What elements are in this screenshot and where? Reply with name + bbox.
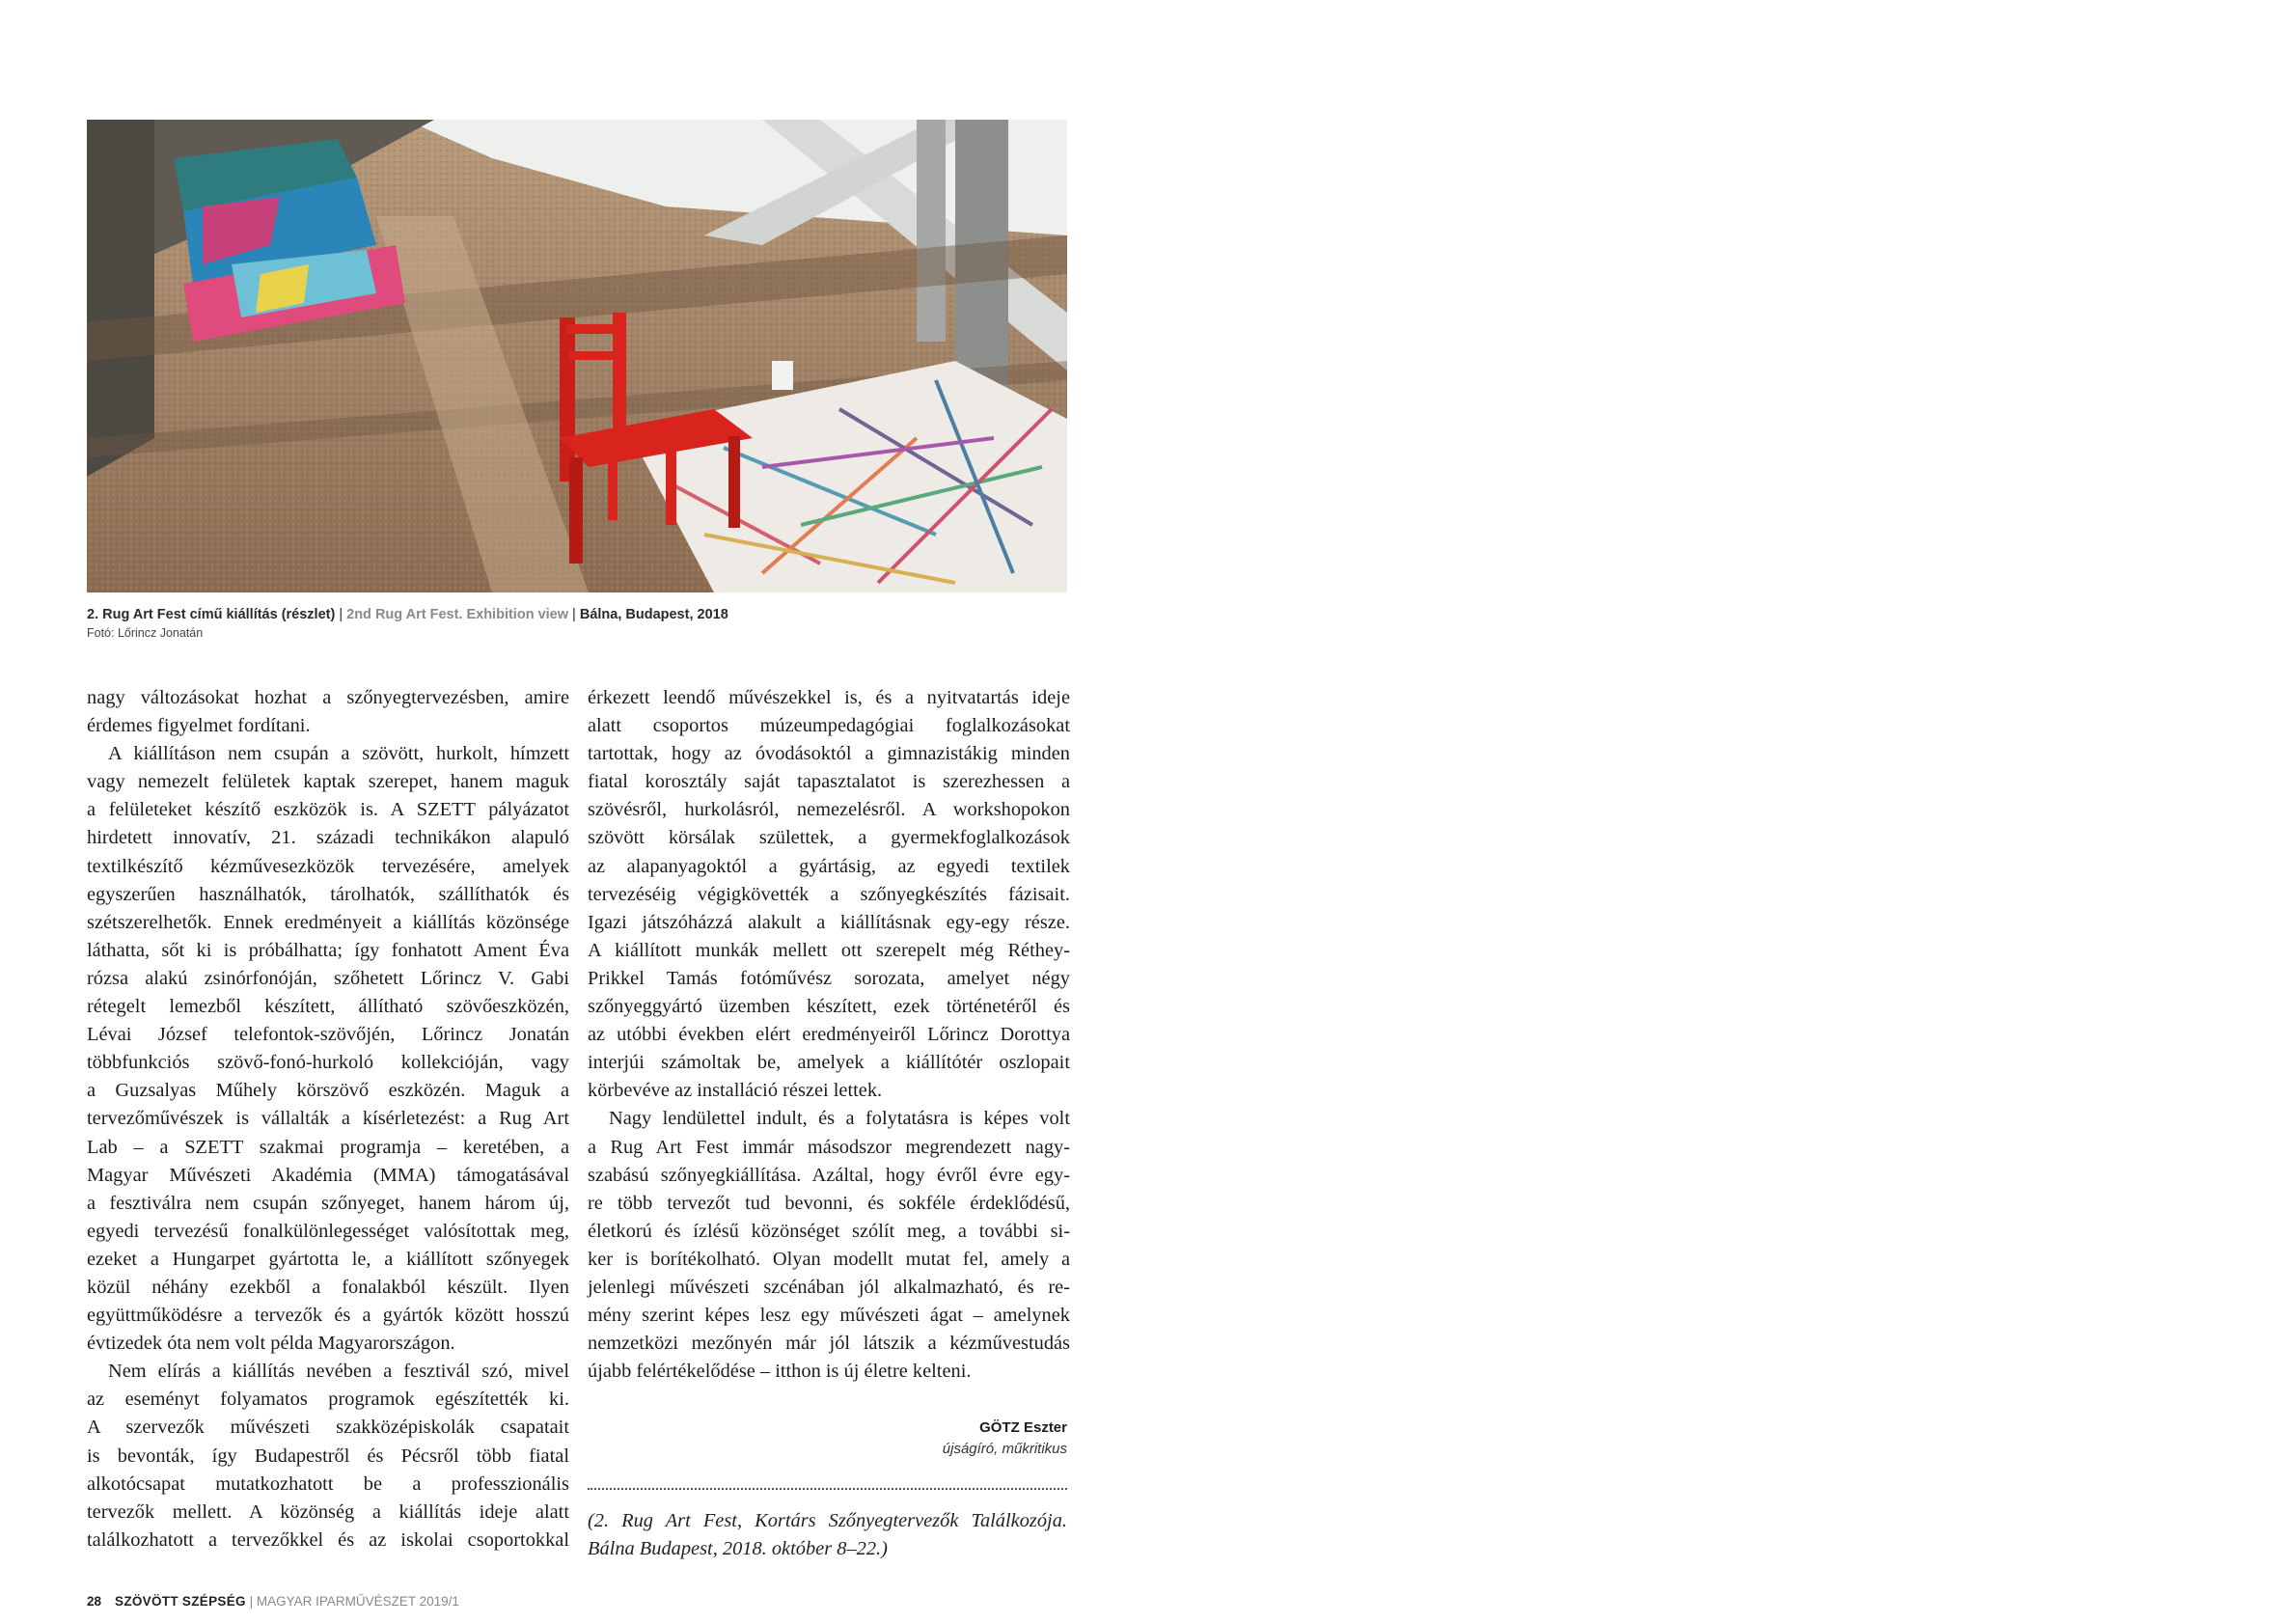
text-line: ezeket a Hungarpet gyártotta le, a kiállított szőnyegek xyxy=(87,1248,569,1270)
text-line: tervezőművészek is vállalták a kísérletezést: a Rug Art xyxy=(87,1108,569,1130)
text-line: szabású szőnyegkiállítása. Azáltal, hogy évről évre egy- xyxy=(588,1164,1070,1186)
page-footer xyxy=(87,1594,459,1609)
text-line: többfunkciós szövő-fonó-hurkoló kollekcióján, vagy xyxy=(87,1052,569,1074)
text-line: közül néhány ezekből a fonalakból készült. Ilyen xyxy=(87,1276,569,1298)
photo-caption xyxy=(87,606,1067,643)
text-line: textilkészítő kézművesezközök tervezésére, amelyek xyxy=(87,855,569,877)
author-name: GÖTZ Eszter xyxy=(979,1419,1067,1436)
text-line: rózsa alakú zsinórfonóján, szőhetett Lőrincz V. Gabi xyxy=(87,967,569,989)
text-line: Nagy lendülettel indult, és a folytatásra is képes volt xyxy=(609,1108,1070,1130)
text-line: együttműködésre a tervezők és a gyártók között hosszú xyxy=(87,1305,569,1327)
text-line: érkezett leendő művészekkel is, és a nyitvatartás ideje xyxy=(588,687,1070,708)
exhibition-photo-image xyxy=(87,120,1067,592)
text-line: Lab – a SZETT szakmai programja – keretében, a xyxy=(87,1136,569,1158)
text-line: Igazi játszóházzá alakult a kiállításnak egy-egy része. xyxy=(588,911,1070,933)
article-column-right xyxy=(588,684,1070,1386)
text-line: Nem elírás a kiállítás nevében a fesztivál szó, mivel xyxy=(108,1361,569,1383)
text-line: A kiállításon nem csupán a szövött, hurkolt, hímzett xyxy=(108,743,569,765)
text-line: A kiállított munkák mellett ott szerepelt még Réthey- xyxy=(588,939,1070,961)
text-line: a Guzsalyas Műhely körszövő eszközén. Maguk a xyxy=(87,1080,569,1102)
text-line: az eseményt folyamatos programok egészítették ki. xyxy=(87,1389,569,1411)
caption-separator: | xyxy=(568,607,580,622)
footnote-line: Bálna Budapest, 2018. október 8–22.) xyxy=(588,1538,888,1560)
page-number: 28 xyxy=(87,1594,102,1609)
text-line: re több tervezőt tud bevonni, és sokféle érdeklődésű, xyxy=(588,1192,1070,1214)
caption-title-line xyxy=(87,606,1067,624)
text-line: az utóbbi években elért eredményeiről Lőrincz Dorottya xyxy=(588,1024,1070,1046)
text-line: láthatta, sőt ki is próbálhatta; így fonhatott Ament Éva xyxy=(87,939,569,961)
text-line: szétszerelhetők. Ennek eredményeit a kiállítás közönsége xyxy=(87,911,569,933)
text-line: a Rug Art Fest immár másodszor megrendezett nagy- xyxy=(588,1136,1070,1158)
text-line: tervezők mellett. A közönség a kiállítás ideje alatt xyxy=(87,1500,569,1523)
text-line: találkozhatott a tervezőkkel és az iskolai csoportokkal xyxy=(87,1528,569,1551)
caption-place: Bálna, Budapest, 2018 xyxy=(579,607,728,622)
text-line: évtizedek óta nem volt példa Magyarországon. xyxy=(87,1333,455,1355)
photo-credit: Fotó: Lőrincz Jonatán xyxy=(87,626,204,640)
dotted-divider xyxy=(588,1488,1067,1490)
text-line: is bevonták, így Budapestről és Pécsről több fiatal xyxy=(87,1445,569,1467)
text-line: interjúi számoltak be, amelyek a kiállítótér oszlopait xyxy=(588,1052,1070,1074)
text-line: egyszerűen használhatók, tárolhatók, szállíthatók és xyxy=(87,883,569,905)
article-column-left xyxy=(87,684,569,1555)
text-line: körbevéve az installáció részei lettek. xyxy=(588,1080,883,1102)
text-line: jelenlegi művészeti szcénában jól alkalmazható, és re- xyxy=(588,1276,1070,1298)
text-line: tervezéséig végigkövették a szőnyegkészítés fázisait. xyxy=(588,883,1070,905)
journal-title: MAGYAR IPARMŰVÉSZET 2019/1 xyxy=(256,1594,459,1609)
footnote-line: (2. Rug Art Fest, Kortárs Szőnyegtervezők Találkozója. xyxy=(588,1510,1067,1531)
text-line: az alapanyagoktól a gyártásig, az egyedi textilek xyxy=(588,855,1070,877)
text-line: ker is borítékolható. Olyan modellt mutat fel, amely a xyxy=(588,1248,1070,1270)
text-line: rétegelt lemezből készített, állítható szövőeszközén, xyxy=(87,996,569,1018)
author-role: újságíró, műkritikus xyxy=(942,1441,1067,1457)
text-line: alatt csoportos múzeumpedagógiai foglalkozásokat xyxy=(588,715,1070,737)
text-line: fiatal korosztály saját tapasztalatot is szerezhessen a xyxy=(588,771,1070,793)
text-line: mény szerint képes lesz egy művészeti ágat – amelynek xyxy=(588,1305,1070,1327)
text-line: szövött körsálak születtek, a gyermekfoglalkozások xyxy=(588,827,1070,849)
footer-separator: | xyxy=(245,1594,257,1609)
caption-title-en: 2nd Rug Art Fest. Exhibition view xyxy=(346,607,569,622)
text-line: szőnyeggyártó üzemben készített, ezek történetéről és xyxy=(588,996,1070,1018)
text-line: alkotócsapat mutatkozhatott be a professzionális xyxy=(87,1473,569,1495)
text-line: vagy nemezelt felületek kaptak szerepet, hanem maguk xyxy=(87,771,569,793)
text-line: A szervezők művészeti szakközépiskolák csapatait xyxy=(87,1417,569,1439)
caption-separator: | xyxy=(335,607,347,622)
text-line: nemzetközi mezőnyén már jól látszik a kézművestudás xyxy=(588,1333,1070,1355)
text-line: tartottak, hogy az óvodásoktól a gimnazistákig minden xyxy=(588,743,1070,765)
text-line: a fesztiválra nem csupán szőnyeget, hanem három új, xyxy=(87,1192,569,1214)
exhibition-photo xyxy=(87,120,1067,592)
text-line: életkorú és ízlésű közönséget szólít meg, a további si- xyxy=(588,1220,1070,1242)
text-line: egyedi tervezésű fonalkülönlegességet valósítottak meg, xyxy=(87,1220,569,1242)
footnote xyxy=(588,1507,1067,1563)
text-line: a felületeket készítő eszközök is. A SZETT pályázatot xyxy=(87,799,569,821)
text-line: Magyar Művészeti Akadémia (MMA) támogatásával xyxy=(87,1164,569,1186)
text-line: Prikkel Tamás fotóművész sorozata, amelyet négy xyxy=(588,967,1070,989)
section-title: SZÖVÖTT SZÉPSÉG xyxy=(115,1594,246,1609)
text-line: újabb felértékelődése – itthon is új életre kelteni. xyxy=(588,1361,972,1383)
text-line: Lévai József telefontok-szövőjén, Lőrincz Jonatán xyxy=(87,1024,569,1046)
caption-title-hu: 2. Rug Art Fest című kiállítás (részlet) xyxy=(87,607,336,622)
author-signature xyxy=(588,1418,1067,1460)
text-line: érdemes figyelmet fordítani. xyxy=(87,715,311,737)
text-line: hirdetett innovatív, 21. századi technikákon alapuló xyxy=(87,827,569,849)
text-line: szövésről, hurkolásról, nemezelésről. A workshopokon xyxy=(588,799,1070,821)
text-line: nagy változásokat hozhat a szőnyegtervezésben, amire xyxy=(87,687,569,708)
